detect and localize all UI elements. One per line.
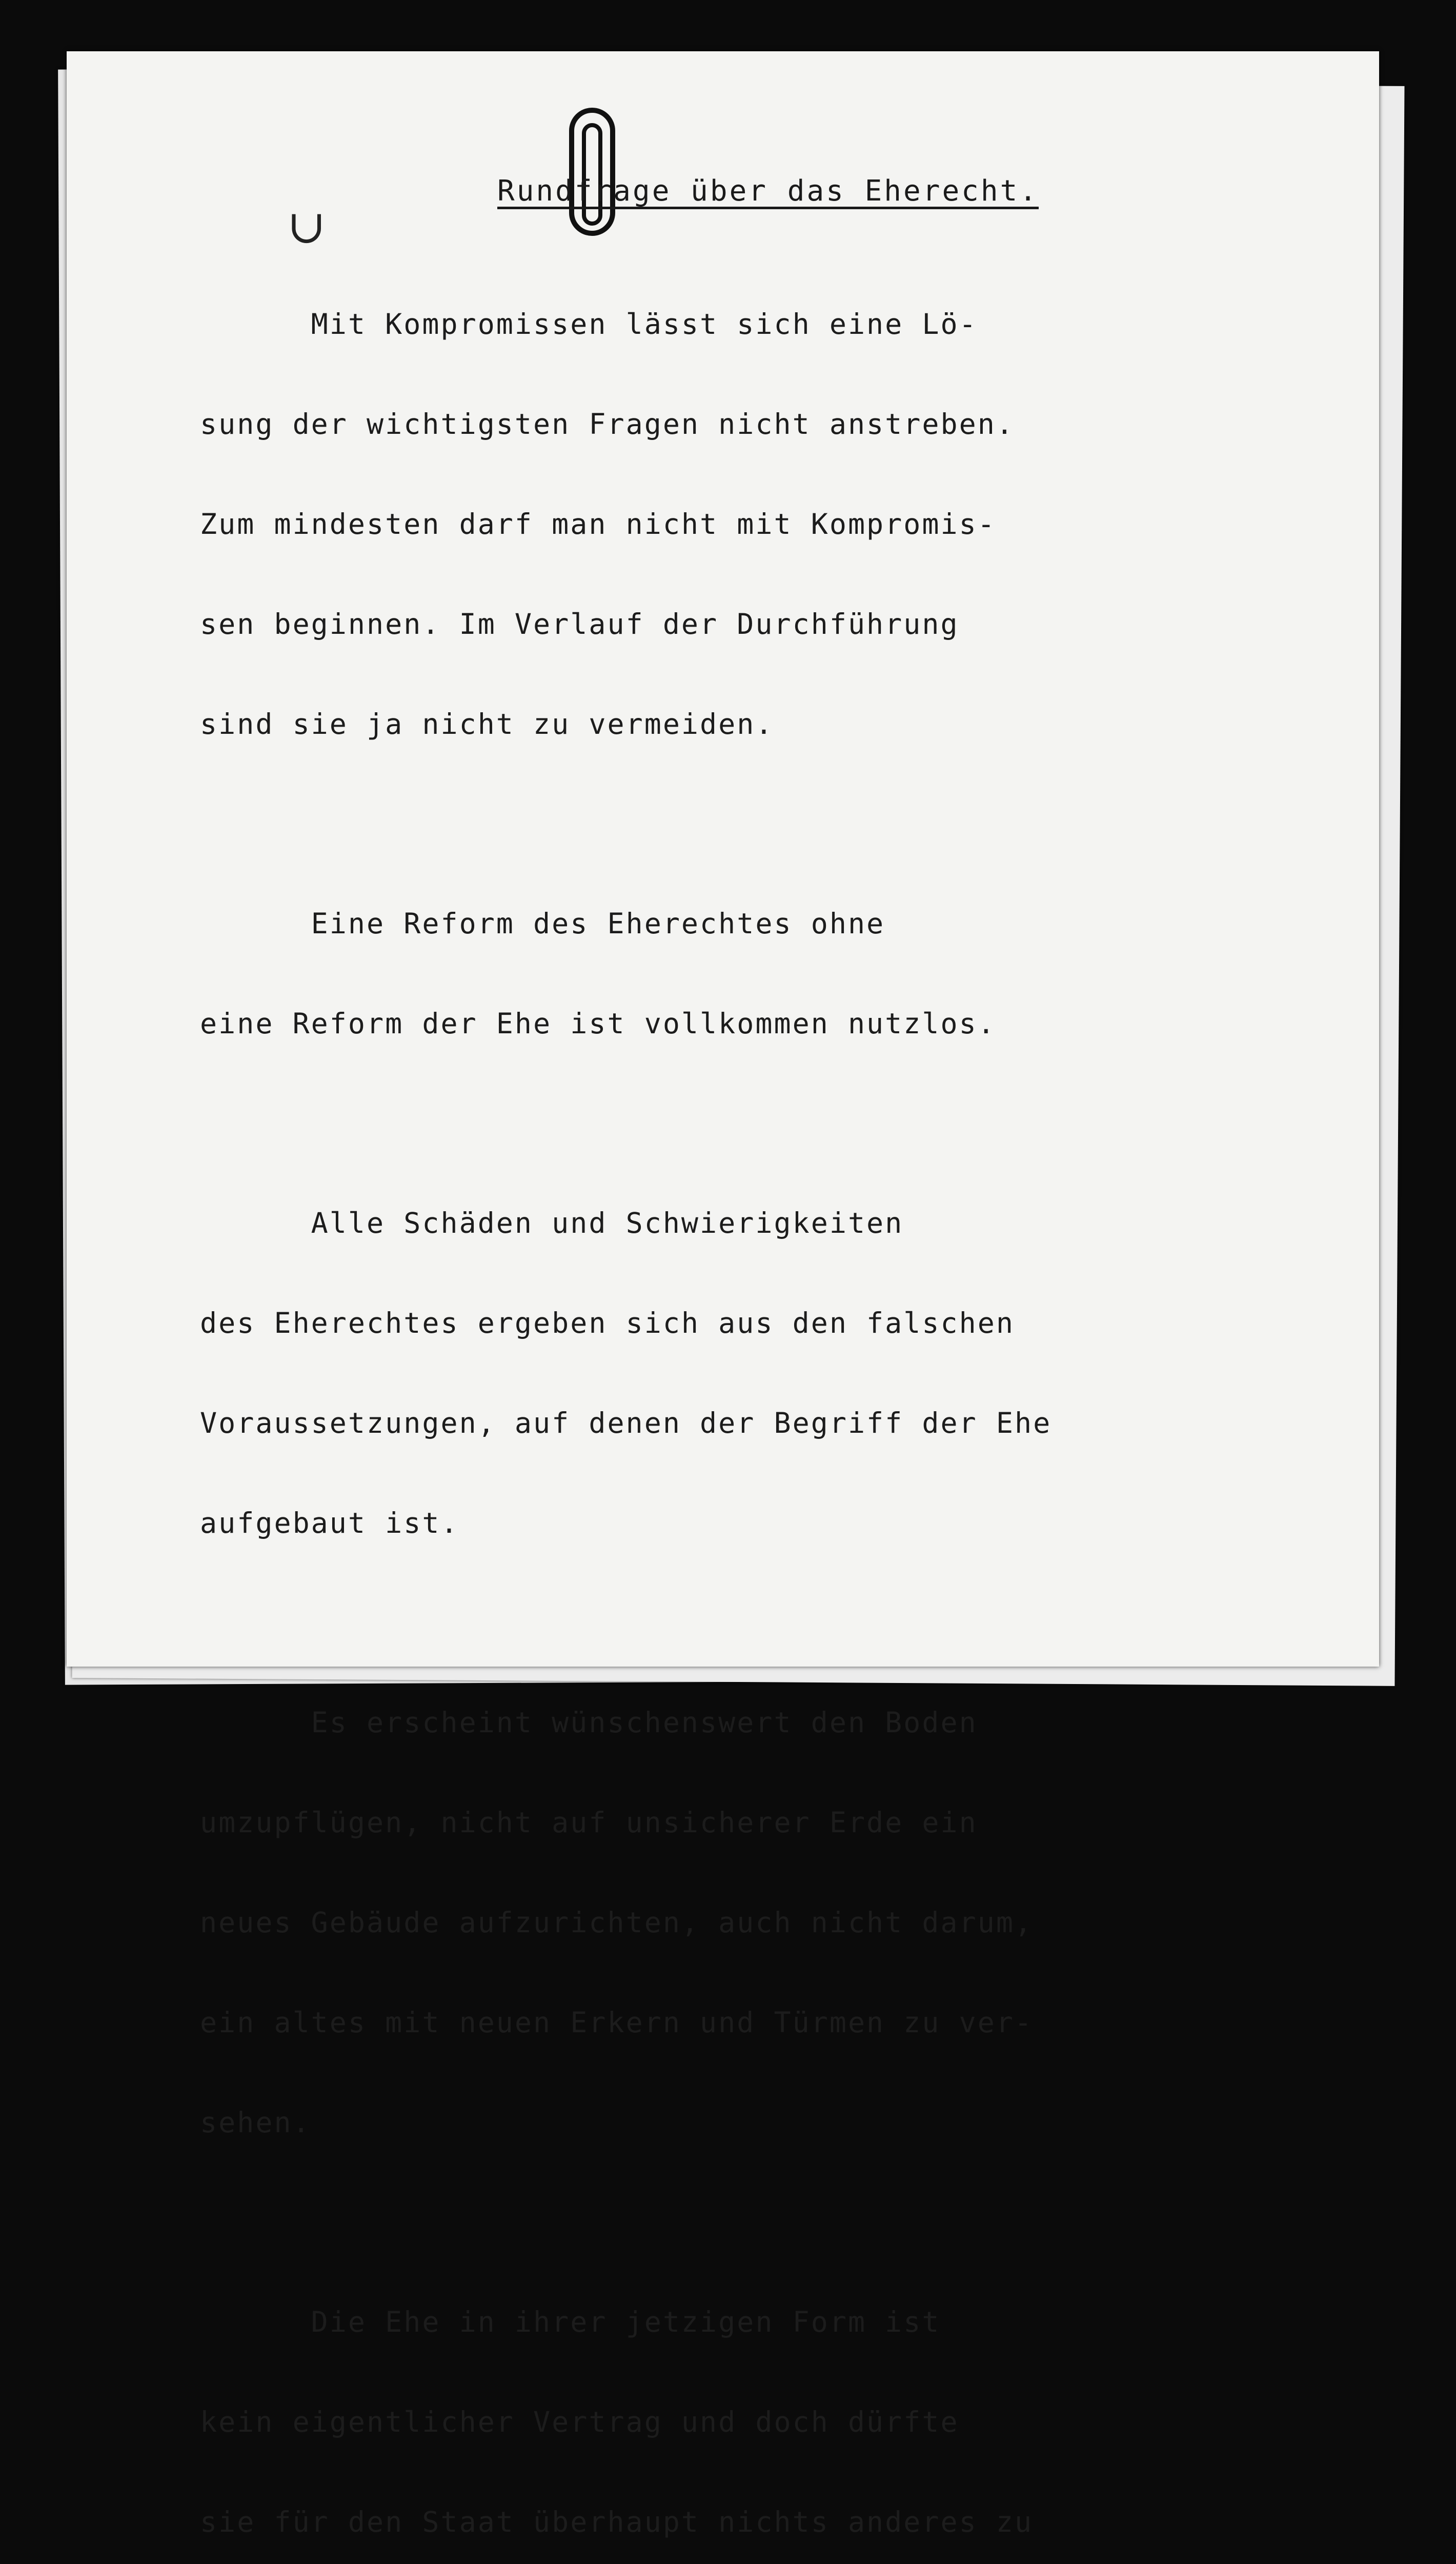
paragraph <box>200 241 1318 808</box>
text-line: eine Reform der Ehe ist vollkommen nutzlos. <box>200 1007 996 1040</box>
text-line: des Eherechtes ergeben sich aus den falschen <box>200 1307 1015 1339</box>
text-line: sung der wichtigsten Fragen nicht anstreben. <box>200 408 1015 440</box>
text-line: Es erscheint wünschenswert den Boden <box>200 1706 978 1739</box>
text-line: neues Gebäude aufzurichten, auch nicht darum, <box>200 1906 1034 1939</box>
text-line: sie für den Staat überhaupt nichts anderes zu <box>200 2506 1034 2538</box>
text-line: Alle Schäden und Schwierigkeiten <box>200 1207 904 1239</box>
text-line: sen beginnen. Im Verlauf der Durchführung <box>200 608 959 640</box>
text-line: kein eigentlicher Vertrag und doch dürfte <box>200 2406 959 2438</box>
text-line: Zum mindesten darf man nicht mit Kompromis- <box>200 508 996 540</box>
text-line: ein altes mit neuen Erkern und Türmen zu ver- <box>200 2006 1034 2039</box>
document-body <box>200 241 1318 2564</box>
document-title: Rundfrage über das Eherecht. <box>497 174 1039 208</box>
text-line: sehen. <box>200 2106 311 2139</box>
text-line: Voraussetzungen, auf denen der Begriff der Ehe <box>200 1407 1052 1439</box>
paragraph <box>200 840 1318 1107</box>
paragraph <box>200 1140 1318 1607</box>
paragraph <box>200 2239 1318 2564</box>
handwritten-mark-icon: ∪ <box>287 200 326 254</box>
paragraph <box>200 1639 1318 2206</box>
text-line: umzupflügen, nicht auf unsicherer Erde ein <box>200 1806 978 1839</box>
text-line: Die Ehe in ihrer jetzigen Form ist <box>200 2306 941 2338</box>
text-line: sind sie ja nicht zu vermeiden. <box>200 708 774 740</box>
text-line: Eine Reform des Eherechtes ohne <box>200 907 885 940</box>
text-line: Mit Kompromissen lässt sich eine Lö- <box>200 308 978 340</box>
text-line: aufgebaut ist. <box>200 1507 459 1539</box>
